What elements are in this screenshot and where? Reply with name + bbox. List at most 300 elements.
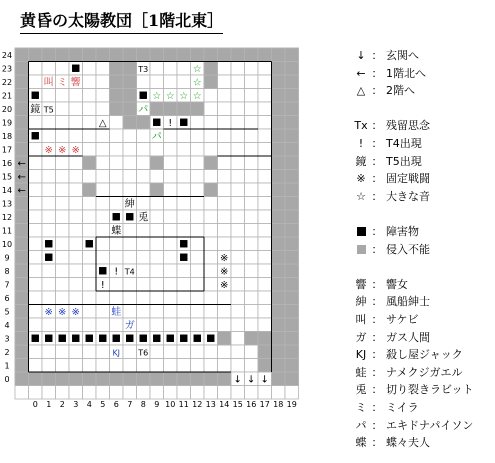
grid-cell xyxy=(204,102,218,116)
y-axis-label: 9 xyxy=(4,253,10,263)
grid-cell xyxy=(137,197,151,211)
legend-separator: ： xyxy=(371,49,383,62)
grid-cell xyxy=(56,183,70,197)
grid-cell xyxy=(191,183,205,197)
grid-cell xyxy=(204,318,218,332)
legend-wall-swatch xyxy=(357,245,366,254)
x-axis-label: 16 xyxy=(246,400,257,409)
grid-cell xyxy=(218,386,232,400)
x-axis-label: 3 xyxy=(73,400,79,409)
grid-cell xyxy=(83,170,97,184)
map-marker: ↓ xyxy=(247,374,256,386)
grid-cell xyxy=(231,143,245,157)
grid-cell xyxy=(96,197,110,211)
grid-cell xyxy=(245,102,259,116)
y-axis-label: 14 xyxy=(1,186,13,195)
wall-cell xyxy=(110,48,124,62)
grid-cell xyxy=(245,224,259,238)
grid-cell xyxy=(164,264,178,278)
grid-cell xyxy=(258,291,272,305)
wall-cell xyxy=(164,48,178,62)
grid-cell xyxy=(150,305,164,319)
grid-cell xyxy=(29,264,43,278)
map-marker: パ xyxy=(138,104,149,116)
grid-cell xyxy=(83,318,97,332)
legend-separator: ： xyxy=(371,137,383,150)
grid-cell xyxy=(191,237,205,251)
grid-cell xyxy=(164,156,178,170)
x-axis-label: 0 xyxy=(32,400,38,409)
legend-label: 残留思念 xyxy=(386,119,430,133)
wall-cell xyxy=(204,62,218,76)
grid-cell xyxy=(258,129,272,143)
grid-cell xyxy=(177,264,191,278)
grid-cell xyxy=(231,291,245,305)
grid-cell xyxy=(164,386,178,400)
x-axis-label: 19 xyxy=(286,400,297,409)
wall-cell xyxy=(272,143,286,157)
grid-cell xyxy=(218,210,232,224)
grid-cell xyxy=(204,129,218,143)
legend-separator: ： xyxy=(371,295,383,309)
grid-cell xyxy=(245,116,259,130)
obstacle-block xyxy=(140,335,147,342)
wall-cell xyxy=(285,359,299,373)
grid-cell xyxy=(56,129,70,143)
legend-label: 玄関へ xyxy=(386,49,419,62)
wall-cell xyxy=(272,183,286,197)
grid-cell xyxy=(218,197,232,211)
grid-cell xyxy=(69,102,83,116)
map-marker: T6 xyxy=(138,348,149,358)
grid-cell xyxy=(69,89,83,103)
grid-cell xyxy=(29,345,43,359)
wall-cell xyxy=(15,251,29,265)
wall-cell xyxy=(96,48,110,62)
grid-cell xyxy=(177,278,191,292)
grid-cell xyxy=(42,264,56,278)
grid-cell xyxy=(96,183,110,197)
wall-cell xyxy=(285,75,299,89)
grid-cell xyxy=(245,278,259,292)
wall-cell xyxy=(150,372,164,386)
wall-cell xyxy=(15,62,29,76)
grid-cell xyxy=(258,116,272,130)
obstacle-block xyxy=(59,335,66,342)
grid-cell xyxy=(69,386,83,400)
wall-cell xyxy=(285,197,299,211)
legend-separator: ： xyxy=(371,189,383,203)
obstacle-block xyxy=(113,335,120,342)
grid-cell xyxy=(150,264,164,278)
x-axis-label: 14 xyxy=(219,400,230,409)
wall-cell xyxy=(123,48,137,62)
grid-cell xyxy=(231,89,245,103)
grid-cell xyxy=(96,359,110,373)
grid-cell xyxy=(56,89,70,103)
grid-cell xyxy=(96,102,110,116)
grid-cell xyxy=(218,318,232,332)
grid-cell xyxy=(56,170,70,184)
legend-symbol: 叫 xyxy=(355,313,367,326)
grid-cell xyxy=(164,143,178,157)
grid-cell xyxy=(137,386,151,400)
grid-cell xyxy=(137,143,151,157)
legend-separator: ： xyxy=(371,84,383,98)
legend-symbol: ※ xyxy=(356,172,366,186)
obstacle-block xyxy=(194,335,201,342)
legend-label: 響女 xyxy=(386,277,408,291)
legend-label: 侵入不能 xyxy=(386,242,430,256)
grid-cell xyxy=(56,251,70,265)
wall-cell xyxy=(272,291,286,305)
wall-cell xyxy=(272,62,286,76)
grid-cell xyxy=(191,305,205,319)
wall-cell xyxy=(29,372,43,386)
grid-cell xyxy=(110,386,124,400)
wall-cell xyxy=(15,48,29,62)
y-axis-label: 7 xyxy=(4,280,10,290)
grid-cell xyxy=(110,170,124,184)
grid-cell xyxy=(29,237,43,251)
obstacle-block xyxy=(140,92,147,99)
y-axis-label: 6 xyxy=(4,294,10,303)
wall-cell xyxy=(285,291,299,305)
legend-row xyxy=(354,311,419,327)
grid-cell xyxy=(218,62,232,76)
legend-label: T4出現 xyxy=(386,137,422,150)
grid-cell xyxy=(123,386,137,400)
wall-cell xyxy=(272,237,286,251)
grid-cell xyxy=(258,62,272,76)
legend-separator: ： xyxy=(371,365,383,379)
grid-cell xyxy=(42,318,56,332)
grid-cell xyxy=(177,156,191,170)
legend-row xyxy=(354,399,419,415)
grid-cell xyxy=(69,170,83,184)
y-axis-label: 16 xyxy=(1,159,13,168)
x-axis-label: 11 xyxy=(178,400,189,409)
grid-cell xyxy=(164,129,178,143)
x-axis-label: 5 xyxy=(100,400,106,409)
obstacle-block xyxy=(45,335,52,342)
grid-cell xyxy=(110,143,124,157)
grid-cell xyxy=(42,170,56,184)
x-axis-label: 17 xyxy=(259,400,270,409)
grid-cell xyxy=(83,75,97,89)
y-axis-label: 3 xyxy=(4,334,10,344)
grid-cell xyxy=(42,197,56,211)
grid-cell xyxy=(231,75,245,89)
grid-cell xyxy=(231,386,245,400)
wall-cell xyxy=(83,156,97,170)
grid-cell xyxy=(164,251,178,265)
wall-cell xyxy=(177,48,191,62)
grid-cell xyxy=(123,359,137,373)
grid-cell xyxy=(29,305,43,319)
grid-cell xyxy=(83,143,97,157)
grid-cell xyxy=(245,210,259,224)
wall-cell xyxy=(285,183,299,197)
grid-cell xyxy=(164,345,178,359)
wall-cell xyxy=(123,62,137,76)
wall-cell xyxy=(204,48,218,62)
wall-cell xyxy=(285,116,299,130)
grid-cell xyxy=(56,116,70,130)
grid-cell xyxy=(42,89,56,103)
grid-cell xyxy=(191,197,205,211)
grid-cell xyxy=(204,197,218,211)
legend-separator: ： xyxy=(371,348,383,362)
wall-cell xyxy=(69,372,83,386)
wall-cell xyxy=(285,251,299,265)
wall-cell xyxy=(258,48,272,62)
legend-row xyxy=(354,47,419,63)
grid-cell xyxy=(96,386,110,400)
legend-label: ガス人間 xyxy=(386,330,430,344)
legend-label: 2階へ xyxy=(386,84,415,98)
grid-cell xyxy=(177,305,191,319)
grid-cell xyxy=(231,305,245,319)
x-axis-label: 6 xyxy=(113,400,119,409)
wall-cell xyxy=(285,48,299,62)
grid-cell xyxy=(258,318,272,332)
wall-cell xyxy=(272,372,286,386)
grid-cell xyxy=(231,359,245,373)
grid-cell xyxy=(96,75,110,89)
grid-cell xyxy=(96,318,110,332)
obstacle-block xyxy=(207,335,214,342)
wall-cell xyxy=(272,224,286,238)
wall-cell xyxy=(15,278,29,292)
grid-cell xyxy=(231,264,245,278)
legend-symbol: 鏡 xyxy=(355,154,367,168)
grid-cell xyxy=(123,183,137,197)
legend-symbol: KJ xyxy=(355,348,367,362)
legend-symbol: ! xyxy=(358,137,364,150)
grid-cell xyxy=(258,210,272,224)
grid-cell xyxy=(110,197,124,211)
legend-label: 障害物 xyxy=(386,225,419,238)
grid-cell xyxy=(245,318,259,332)
wall-cell xyxy=(123,102,137,116)
grid-cell xyxy=(204,359,218,373)
grid-cell xyxy=(191,116,205,130)
wall-cell xyxy=(272,75,286,89)
wall-cell xyxy=(272,129,286,143)
grid-cell xyxy=(123,278,137,292)
grid-cell xyxy=(42,183,56,197)
grid-cell xyxy=(96,345,110,359)
grid-cell xyxy=(69,183,83,197)
grid-cell xyxy=(204,224,218,238)
wall-cell xyxy=(285,237,299,251)
wall-cell xyxy=(15,372,29,386)
wall-cell xyxy=(272,116,286,130)
grid-cell xyxy=(29,291,43,305)
grid-cell xyxy=(110,291,124,305)
map-marker: 蝶 xyxy=(111,226,122,237)
grid-cell xyxy=(69,224,83,238)
grid-cell xyxy=(191,264,205,278)
grid-cell xyxy=(29,359,43,373)
map-marker: ミ xyxy=(57,77,68,89)
grid-cell xyxy=(204,345,218,359)
legend-separator: ： xyxy=(371,277,383,291)
x-axis-label: 2 xyxy=(59,400,65,409)
wall-cell xyxy=(110,102,124,116)
grid-cell xyxy=(231,278,245,292)
grid-cell xyxy=(150,237,164,251)
grid-cell xyxy=(83,359,97,373)
grid-cell xyxy=(245,237,259,251)
grid-cell xyxy=(164,170,178,184)
legend-row xyxy=(354,117,430,133)
grid-cell xyxy=(83,62,97,76)
obstacle-block xyxy=(99,267,106,274)
wall-cell xyxy=(204,183,218,197)
grid-cell xyxy=(69,278,83,292)
legend-symbol: ← xyxy=(356,66,366,80)
obstacle-block xyxy=(180,240,187,247)
legend-label: T5出現 xyxy=(386,154,422,168)
legend-symbol xyxy=(354,243,368,256)
obstacle-block xyxy=(180,119,187,126)
grid-cell xyxy=(69,237,83,251)
grid-cell xyxy=(137,251,151,265)
wall-cell xyxy=(15,345,29,359)
y-axis-label: 20 xyxy=(1,105,13,114)
grid-cell xyxy=(83,210,97,224)
wall-cell xyxy=(258,332,272,346)
grid-cell xyxy=(42,359,56,373)
obstacle-block xyxy=(32,132,39,139)
grid-cell xyxy=(218,291,232,305)
wall-cell xyxy=(110,62,124,76)
y-axis-label: 10 xyxy=(1,240,13,249)
grid-cell xyxy=(137,359,151,373)
grid-cell xyxy=(245,183,259,197)
grid-cell xyxy=(56,102,70,116)
wall-cell xyxy=(285,129,299,143)
grid-cell xyxy=(83,264,97,278)
grid-cell xyxy=(123,224,137,238)
legend-symbol: ↓ xyxy=(356,49,366,62)
grid-cell xyxy=(83,102,97,116)
legend-separator: ： xyxy=(371,225,383,238)
grid-cell xyxy=(285,386,299,400)
grid-cell xyxy=(204,278,218,292)
grid-cell xyxy=(150,170,164,184)
wall-cell xyxy=(123,75,137,89)
map-marker: ※ xyxy=(220,266,229,278)
grid-cell xyxy=(191,170,205,184)
grid-cell xyxy=(123,345,137,359)
y-axis-label: 13 xyxy=(1,199,13,209)
legend-symbol: Tx xyxy=(354,119,368,133)
wall-cell xyxy=(285,210,299,224)
wall-cell xyxy=(245,48,259,62)
grid-cell xyxy=(150,224,164,238)
grid-cell xyxy=(56,237,70,251)
grid-cell xyxy=(164,359,178,373)
wall-cell xyxy=(15,318,29,332)
obstacle-block xyxy=(72,335,79,342)
grid-cell xyxy=(191,345,205,359)
grid-cell xyxy=(177,224,191,238)
grid-cell xyxy=(177,345,191,359)
grid-cell xyxy=(204,264,218,278)
wall-cell xyxy=(245,332,259,346)
legend-symbol: パ xyxy=(355,418,367,432)
obstacle-block xyxy=(86,240,93,247)
grid-cell xyxy=(191,291,205,305)
grid-cell xyxy=(137,183,151,197)
grid-cell xyxy=(96,156,110,170)
map-marker: ※ xyxy=(58,145,67,156)
grid-cell xyxy=(191,251,205,265)
legend-label: 蝶々夫人 xyxy=(386,436,430,450)
obstacle-block xyxy=(45,240,52,247)
grid-cell xyxy=(83,129,97,143)
grid-cell xyxy=(231,129,245,143)
grid-cell xyxy=(42,345,56,359)
legend-row xyxy=(354,417,473,433)
legend-row xyxy=(354,65,426,81)
y-axis-label: 5 xyxy=(4,307,10,317)
y-axis-label: 24 xyxy=(1,51,13,60)
wall-cell xyxy=(110,89,124,103)
grid-cell xyxy=(123,143,137,157)
grid-cell xyxy=(218,156,232,170)
grid-cell xyxy=(56,62,70,76)
wall-cell xyxy=(15,291,29,305)
wall-cell xyxy=(285,345,299,359)
legend-separator: ： xyxy=(371,154,383,168)
obstacle-block xyxy=(126,335,133,342)
wall-cell xyxy=(15,102,29,116)
wall-cell xyxy=(69,48,83,62)
wall-cell xyxy=(83,48,97,62)
wall-cell xyxy=(150,48,164,62)
map-marker: ! xyxy=(168,118,173,129)
grid-cell xyxy=(164,305,178,319)
x-axis-label: 12 xyxy=(192,400,203,409)
grid-cell xyxy=(258,264,272,278)
grid-cell xyxy=(258,386,272,400)
map-marker: ! xyxy=(100,280,105,291)
grid-cell xyxy=(245,75,259,89)
wall-cell xyxy=(231,48,245,62)
wall-cell xyxy=(83,183,97,197)
y-axis-label: 8 xyxy=(4,267,10,276)
map-title: 黄昏の太陽教団［1階北東］ xyxy=(20,8,223,34)
map-marker: ☆ xyxy=(192,91,202,102)
map-marker: ☆ xyxy=(152,91,162,102)
grid-cell xyxy=(191,386,205,400)
grid-cell xyxy=(56,156,70,170)
grid-cell xyxy=(218,170,232,184)
wall-cell xyxy=(137,48,151,62)
legend-label: エキドナパイソン xyxy=(386,418,474,432)
wall-cell xyxy=(285,62,299,76)
grid-cell xyxy=(177,210,191,224)
grid-cell xyxy=(177,170,191,184)
grid-cell xyxy=(56,264,70,278)
grid-cell xyxy=(42,224,56,238)
wall-cell xyxy=(42,372,56,386)
grid-cell xyxy=(123,156,137,170)
